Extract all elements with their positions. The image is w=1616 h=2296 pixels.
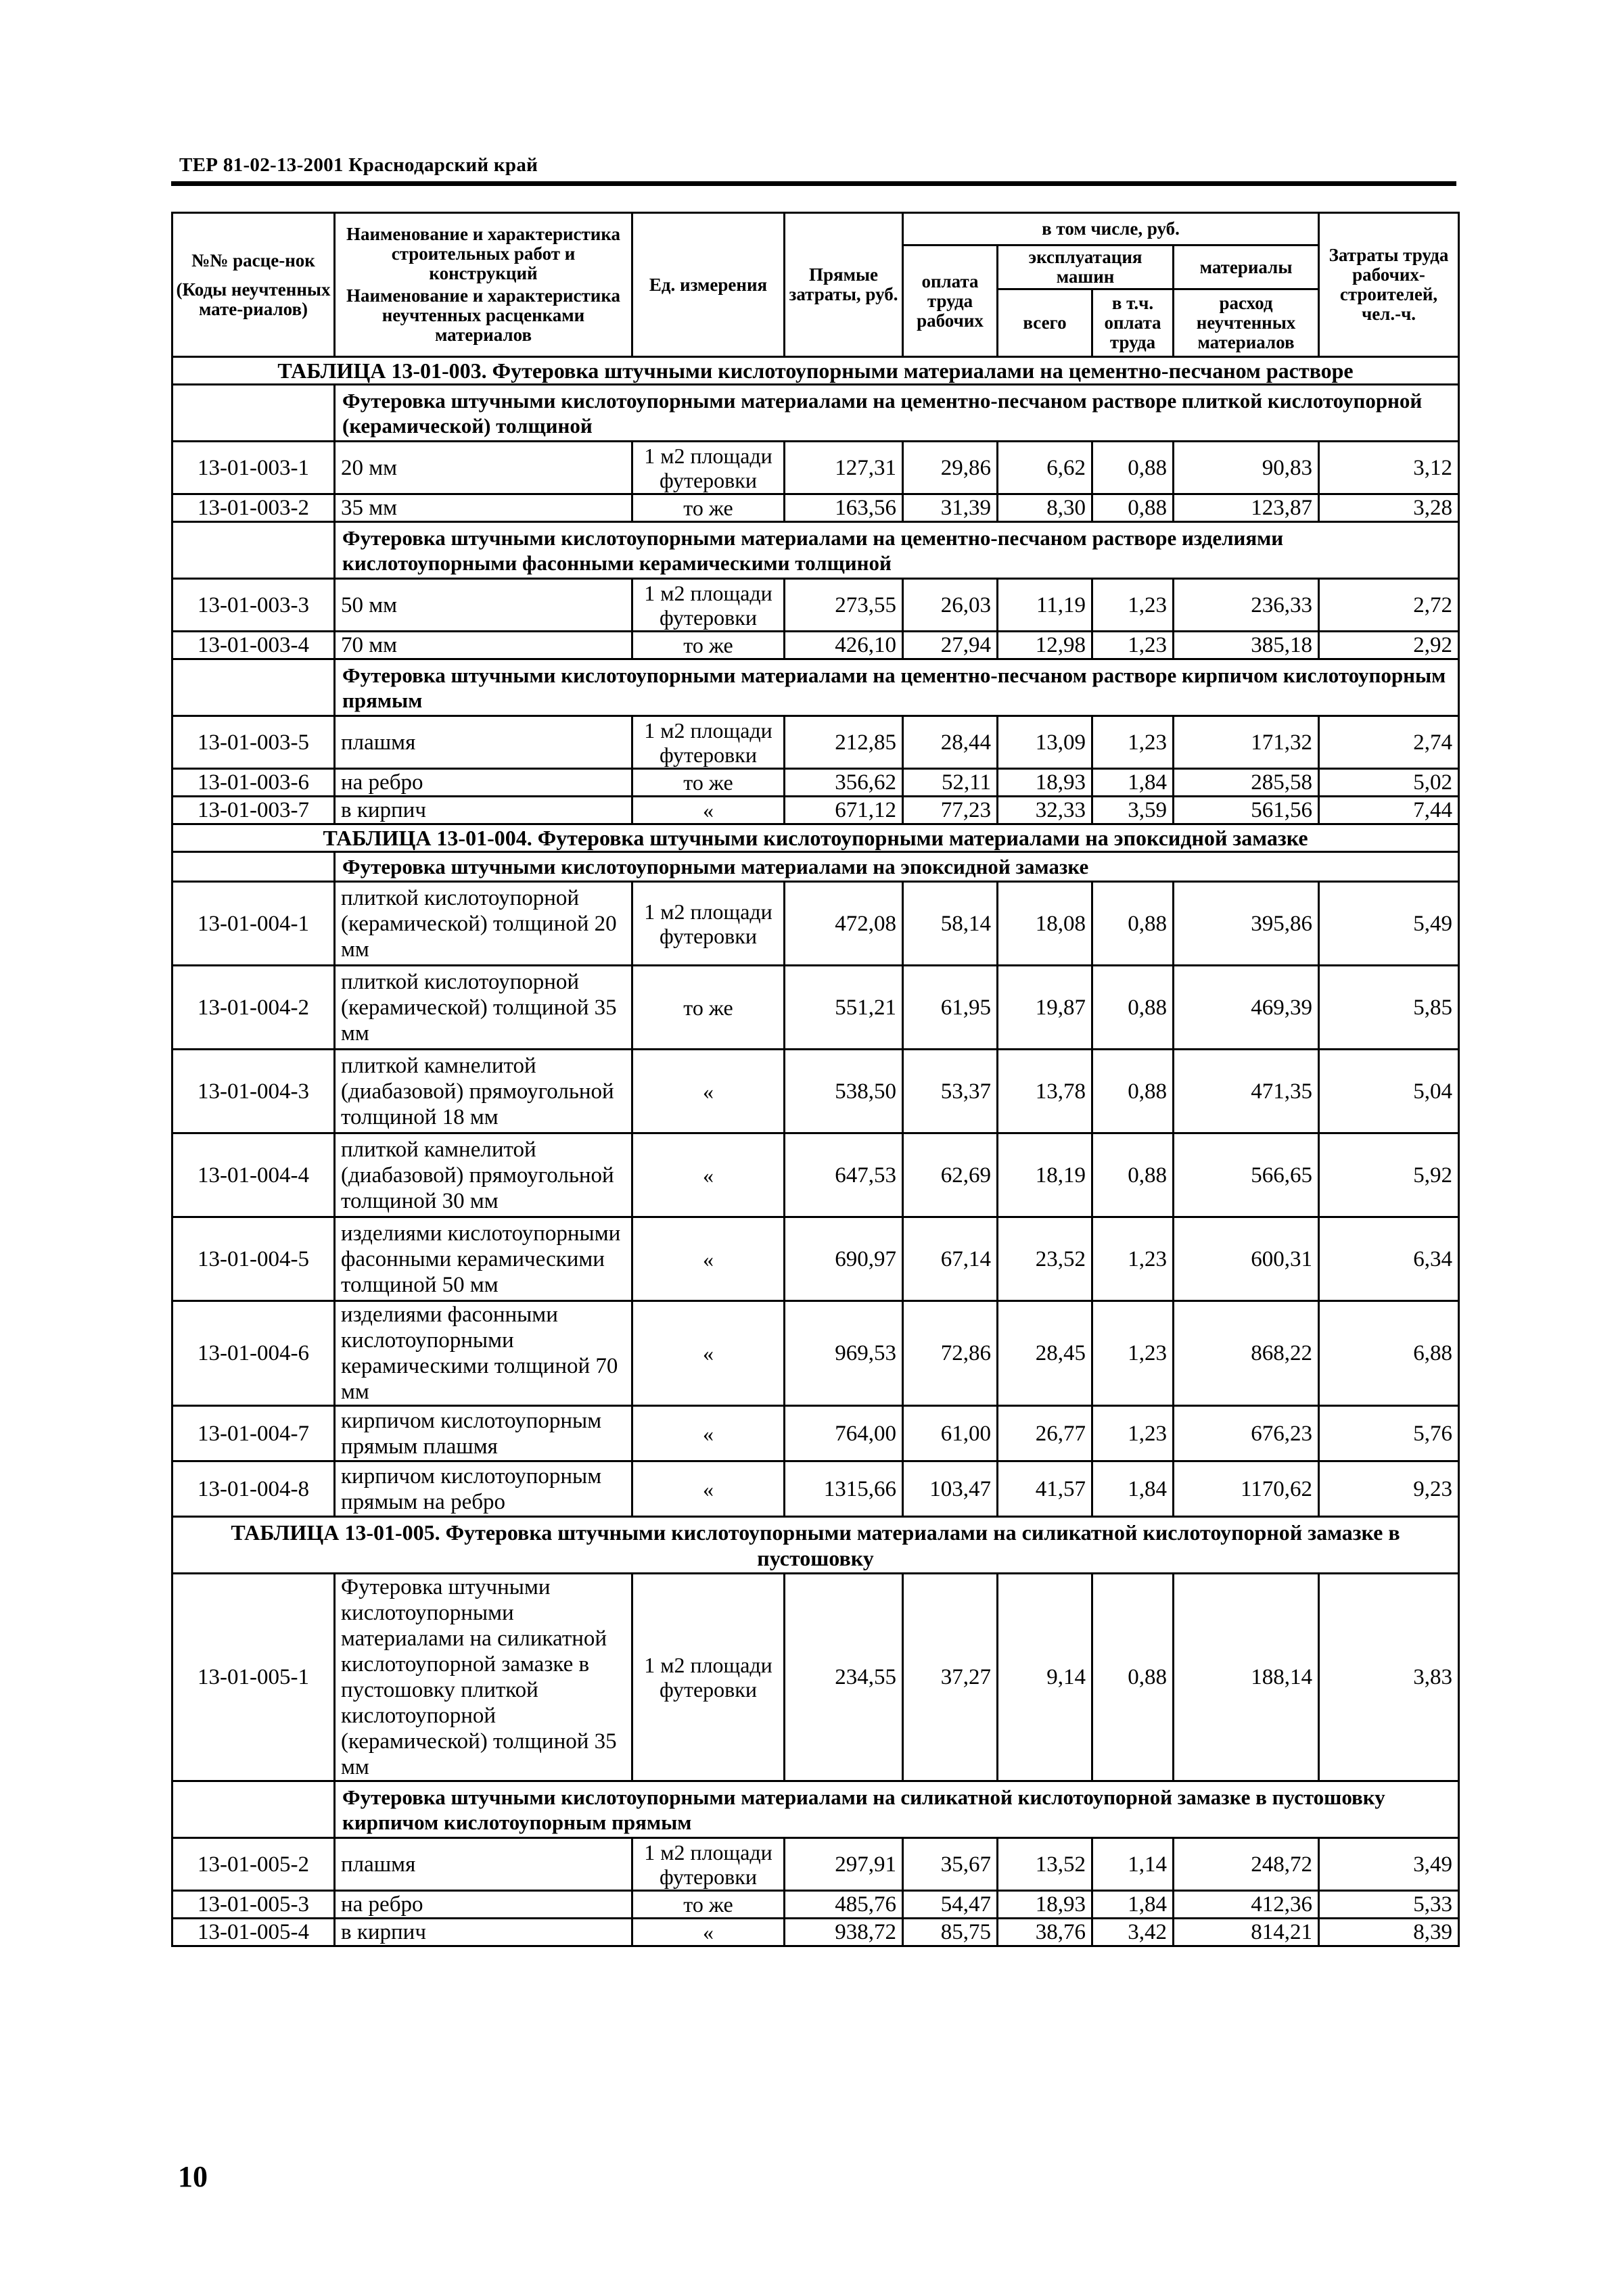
direct-cost-cell: 671,12 bbox=[785, 797, 903, 824]
table-title: ТАБЛИЦА 13-01-005. Футеровка штучными кислотоупорными материалами на силикатной кислотоупорной замазке в пустошовку bbox=[172, 1517, 1459, 1574]
rate-code-cell: 13-01-005-1 bbox=[172, 1574, 335, 1781]
materials-cell: 471,35 bbox=[1174, 1050, 1319, 1133]
rate-code-cell: 13-01-004-2 bbox=[172, 966, 335, 1050]
rate-code-cell: 13-01-003-3 bbox=[172, 579, 335, 632]
labor-hours-cell: 7,44 bbox=[1319, 797, 1459, 824]
machines-wages-cell: 3,59 bbox=[1092, 797, 1174, 824]
group-code-cell bbox=[172, 522, 335, 579]
wages-cell: 61,95 bbox=[903, 966, 998, 1050]
unit-cell: 1 м2 площади футеровки bbox=[632, 1574, 785, 1781]
wages-cell: 52,11 bbox=[903, 769, 998, 797]
machines-total-cell: 13,09 bbox=[998, 716, 1092, 769]
wages-cell: 29,86 bbox=[903, 442, 998, 494]
rate-code-cell: 13-01-003-1 bbox=[172, 442, 335, 494]
machines-wages-cell: 1,23 bbox=[1092, 716, 1174, 769]
wages-cell: 85,75 bbox=[903, 1919, 998, 1946]
labor-hours-cell: 5,76 bbox=[1319, 1406, 1459, 1461]
direct-cost-cell: 647,53 bbox=[785, 1133, 903, 1217]
rate-code-cell: 13-01-005-3 bbox=[172, 1891, 335, 1919]
labor-hours-cell: 5,33 bbox=[1319, 1891, 1459, 1919]
materials-cell: 248,72 bbox=[1174, 1838, 1319, 1891]
rate-code-cell: 13-01-003-5 bbox=[172, 716, 335, 769]
table-row bbox=[172, 494, 1459, 522]
work-name-cell: изделиями фасонными кислотоупорными керамическими толщиной 70 мм bbox=[335, 1301, 632, 1406]
materials-cell: 676,23 bbox=[1174, 1406, 1319, 1461]
group-heading: Футеровка штучными кислотоупорными материалами на цементно-песчаном растворе кирпичом кислотоупорным прямым bbox=[335, 659, 1459, 716]
table-row bbox=[172, 1301, 1459, 1406]
unit-cell: « bbox=[632, 1133, 785, 1217]
table-row bbox=[172, 1891, 1459, 1919]
materials-cell: 566,65 bbox=[1174, 1133, 1319, 1217]
table-row bbox=[172, 769, 1459, 797]
rate-code-cell: 13-01-003-2 bbox=[172, 494, 335, 522]
col-name-title: Наименование и характеристика строительных работ и конструкций bbox=[346, 224, 621, 283]
wages-cell: 77,23 bbox=[903, 797, 998, 824]
materials-cell: 814,21 bbox=[1174, 1919, 1319, 1946]
materials-cell: 412,36 bbox=[1174, 1891, 1319, 1919]
unit-cell: то же bbox=[632, 494, 785, 522]
group-heading: Футеровка штучными кислотоупорными материалами на силикатной кислотоупорной замазке в пустошовку кирпичом кислотоупорным прямым bbox=[335, 1781, 1459, 1838]
rate-code-cell: 13-01-004-1 bbox=[172, 882, 335, 966]
work-name-cell: изделиями кислотоупорными фасонными керамическими толщиной 50 мм bbox=[335, 1217, 632, 1301]
machines-total-cell: 12,98 bbox=[998, 632, 1092, 659]
materials-cell: 171,32 bbox=[1174, 716, 1319, 769]
materials-cell: 236,33 bbox=[1174, 579, 1319, 632]
labor-hours-cell: 5,49 bbox=[1319, 882, 1459, 966]
labor-hours-cell: 3,49 bbox=[1319, 1838, 1459, 1891]
rate-code-cell: 13-01-005-4 bbox=[172, 1919, 335, 1946]
work-name-cell: 35 мм bbox=[335, 494, 632, 522]
work-name-cell: плашмя bbox=[335, 1838, 632, 1891]
table-row bbox=[172, 1406, 1459, 1461]
machines-wages-cell: 1,23 bbox=[1092, 1406, 1174, 1461]
group-heading: Футеровка штучными кислотоупорными материалами на эпоксидной замазке bbox=[335, 852, 1459, 882]
col-code-header bbox=[172, 213, 335, 357]
direct-cost-cell: 163,56 bbox=[785, 494, 903, 522]
wages-cell: 53,37 bbox=[903, 1050, 998, 1133]
wages-cell: 28,44 bbox=[903, 716, 998, 769]
direct-cost-cell: 127,31 bbox=[785, 442, 903, 494]
unit-cell: то же bbox=[632, 966, 785, 1050]
rate-code-cell: 13-01-004-5 bbox=[172, 1217, 335, 1301]
unit-cell: « bbox=[632, 1050, 785, 1133]
materials-cell: 1170,62 bbox=[1174, 1461, 1319, 1517]
rate-code-cell: 13-01-003-4 bbox=[172, 632, 335, 659]
work-name-cell: Футеровка штучными кислотоупорными материалами на силикатной кислотоупорной замазке в пустошовку плиткой кислотоупорной (керамической) толщиной 35 мм bbox=[335, 1574, 632, 1781]
table-row bbox=[172, 882, 1459, 966]
machines-total-cell: 18,93 bbox=[998, 1891, 1092, 1919]
work-name-cell: 50 мм bbox=[335, 579, 632, 632]
labor-hours-cell: 8,39 bbox=[1319, 1919, 1459, 1946]
machines-wages-cell: 0,88 bbox=[1092, 1050, 1174, 1133]
labor-hours-cell: 2,74 bbox=[1319, 716, 1459, 769]
rate-code-cell: 13-01-004-8 bbox=[172, 1461, 335, 1517]
machines-wages-cell: 0,88 bbox=[1092, 882, 1174, 966]
unit-cell: то же bbox=[632, 632, 785, 659]
direct-cost-cell: 938,72 bbox=[785, 1919, 903, 1946]
machines-wages-cell: 0,88 bbox=[1092, 442, 1174, 494]
unit-cell: « bbox=[632, 797, 785, 824]
machines-wages-cell: 0,88 bbox=[1092, 1133, 1174, 1217]
unit-cell: 1 м2 площади футеровки bbox=[632, 882, 785, 966]
labor-hours-cell: 3,12 bbox=[1319, 442, 1459, 494]
col-direct-header: Прямые затраты, руб. bbox=[785, 213, 903, 357]
labor-hours-cell: 5,85 bbox=[1319, 966, 1459, 1050]
direct-cost-cell: 273,55 bbox=[785, 579, 903, 632]
col-mach-total-header: всего bbox=[998, 289, 1092, 357]
machines-wages-cell: 1,23 bbox=[1092, 579, 1174, 632]
machines-total-cell: 18,08 bbox=[998, 882, 1092, 966]
work-name-cell: 70 мм bbox=[335, 632, 632, 659]
wages-cell: 58,14 bbox=[903, 882, 998, 966]
work-name-cell: кирпичом кислотоупорным прямым на ребро bbox=[335, 1461, 632, 1517]
machines-total-cell: 13,78 bbox=[998, 1050, 1092, 1133]
table-row bbox=[172, 442, 1459, 494]
labor-hours-cell: 6,34 bbox=[1319, 1217, 1459, 1301]
labor-hours-cell: 3,28 bbox=[1319, 494, 1459, 522]
labor-hours-cell: 6,88 bbox=[1319, 1301, 1459, 1406]
running-header: ТЕР 81-02-13-2001 Краснодарский край bbox=[179, 154, 538, 176]
machines-wages-cell: 1,14 bbox=[1092, 1838, 1174, 1891]
wages-cell: 72,86 bbox=[903, 1301, 998, 1406]
materials-cell: 868,22 bbox=[1174, 1301, 1319, 1406]
labor-hours-cell: 5,02 bbox=[1319, 769, 1459, 797]
work-name-cell: на ребро bbox=[335, 1891, 632, 1919]
rate-code-cell: 13-01-004-4 bbox=[172, 1133, 335, 1217]
machines-wages-cell: 1,23 bbox=[1092, 632, 1174, 659]
direct-cost-cell: 1315,66 bbox=[785, 1461, 903, 1517]
work-name-cell: плашмя bbox=[335, 716, 632, 769]
machines-wages-cell: 0,88 bbox=[1092, 966, 1174, 1050]
direct-cost-cell: 297,91 bbox=[785, 1838, 903, 1891]
direct-cost-cell: 764,00 bbox=[785, 1406, 903, 1461]
wages-cell: 62,69 bbox=[903, 1133, 998, 1217]
rate-code-cell: 13-01-004-3 bbox=[172, 1050, 335, 1133]
labor-hours-cell: 2,92 bbox=[1319, 632, 1459, 659]
header-rule bbox=[171, 181, 1456, 186]
direct-cost-cell: 234,55 bbox=[785, 1574, 903, 1781]
wages-cell: 61,00 bbox=[903, 1406, 998, 1461]
col-incl-header: в том числе, руб. bbox=[903, 213, 1319, 245]
materials-cell: 600,31 bbox=[1174, 1217, 1319, 1301]
machines-total-cell: 18,93 bbox=[998, 769, 1092, 797]
materials-cell: 285,58 bbox=[1174, 769, 1319, 797]
work-name-cell: плиткой кислотоупорной (керамической) толщиной 35 мм bbox=[335, 966, 632, 1050]
col-mat-sub-header: расход неучтенных материалов bbox=[1174, 289, 1319, 357]
machines-total-cell: 41,57 bbox=[998, 1461, 1092, 1517]
table-row bbox=[172, 579, 1459, 632]
machines-wages-cell: 1,23 bbox=[1092, 1217, 1174, 1301]
rate-code-cell: 13-01-004-7 bbox=[172, 1406, 335, 1461]
work-name-cell: плиткой камнелитой (диабазовой) прямоугольной толщиной 18 мм bbox=[335, 1050, 632, 1133]
work-name-cell: плиткой камнелитой (диабазовой) прямоугольной толщиной 30 мм bbox=[335, 1133, 632, 1217]
col-wages-header: оплата труда рабочих bbox=[903, 245, 998, 357]
col-unit-header: Ед. измерения bbox=[632, 213, 785, 357]
work-name-cell: в кирпич bbox=[335, 1919, 632, 1946]
wages-cell: 27,94 bbox=[903, 632, 998, 659]
table-row bbox=[172, 1461, 1459, 1517]
table-row bbox=[172, 716, 1459, 769]
machines-wages-cell: 0,88 bbox=[1092, 494, 1174, 522]
unit-cell: 1 м2 площади футеровки bbox=[632, 442, 785, 494]
direct-cost-cell: 426,10 bbox=[785, 632, 903, 659]
materials-cell: 188,14 bbox=[1174, 1574, 1319, 1781]
unit-cell: 1 м2 площади футеровки bbox=[632, 716, 785, 769]
unit-cell: то же bbox=[632, 769, 785, 797]
machines-total-cell: 32,33 bbox=[998, 797, 1092, 824]
col-materials-header: материалы bbox=[1174, 245, 1319, 289]
machines-total-cell: 9,14 bbox=[998, 1574, 1092, 1781]
machines-wages-cell: 3,42 bbox=[1092, 1919, 1174, 1946]
table-row bbox=[172, 1133, 1459, 1217]
page-number: 10 bbox=[178, 2160, 208, 2193]
direct-cost-cell: 551,21 bbox=[785, 966, 903, 1050]
col-mach-wages-header: в т.ч. оплата труда bbox=[1092, 289, 1174, 357]
materials-cell: 123,87 bbox=[1174, 494, 1319, 522]
labor-hours-cell: 3,83 bbox=[1319, 1574, 1459, 1781]
group-heading: Футеровка штучными кислотоупорными материалами на цементно-песчаном растворе изделиями кислотоупорными фасонными керамическими толщиной bbox=[335, 522, 1459, 579]
machines-total-cell: 18,19 bbox=[998, 1133, 1092, 1217]
table-row bbox=[172, 632, 1459, 659]
materials-cell: 561,56 bbox=[1174, 797, 1319, 824]
unit-cell: 1 м2 площади футеровки bbox=[632, 1838, 785, 1891]
machines-total-cell: 28,45 bbox=[998, 1301, 1092, 1406]
direct-cost-cell: 472,08 bbox=[785, 882, 903, 966]
table-title: ТАБЛИЦА 13-01-003. Футеровка штучными кислотоупорными материалами на цементно-песчаном растворе bbox=[172, 357, 1459, 385]
group-heading: Футеровка штучными кислотоупорными материалами на цементно-песчаном растворе плиткой кислотоупорной (керамической) толщиной bbox=[335, 385, 1459, 442]
table-row bbox=[172, 1574, 1459, 1781]
rate-code-cell: 13-01-003-6 bbox=[172, 769, 335, 797]
machines-wages-cell: 0,88 bbox=[1092, 1574, 1174, 1781]
direct-cost-cell: 969,53 bbox=[785, 1301, 903, 1406]
rate-code-cell: 13-01-003-7 bbox=[172, 797, 335, 824]
direct-cost-cell: 690,97 bbox=[785, 1217, 903, 1301]
materials-cell: 385,18 bbox=[1174, 632, 1319, 659]
work-name-cell: плиткой кислотоупорной (керамической) толщиной 20 мм bbox=[335, 882, 632, 966]
work-name-cell: в кирпич bbox=[335, 797, 632, 824]
work-name-cell: 20 мм bbox=[335, 442, 632, 494]
unit-cell: « bbox=[632, 1301, 785, 1406]
col-machines-header: эксплуатация машин bbox=[998, 245, 1174, 289]
table-row bbox=[172, 1217, 1459, 1301]
group-code-cell bbox=[172, 852, 335, 882]
group-code-cell bbox=[172, 1781, 335, 1838]
labor-hours-cell: 5,04 bbox=[1319, 1050, 1459, 1133]
wages-cell: 54,47 bbox=[903, 1891, 998, 1919]
wages-cell: 31,39 bbox=[903, 494, 998, 522]
machines-total-cell: 19,87 bbox=[998, 966, 1092, 1050]
materials-cell: 395,86 bbox=[1174, 882, 1319, 966]
table-row bbox=[172, 1838, 1459, 1891]
machines-wages-cell: 1,84 bbox=[1092, 769, 1174, 797]
work-name-cell: на ребро bbox=[335, 769, 632, 797]
machines-total-cell: 13,52 bbox=[998, 1838, 1092, 1891]
labor-hours-cell: 2,72 bbox=[1319, 579, 1459, 632]
wages-cell: 67,14 bbox=[903, 1217, 998, 1301]
machines-total-cell: 6,62 bbox=[998, 442, 1092, 494]
direct-cost-cell: 212,85 bbox=[785, 716, 903, 769]
machines-wages-cell: 1,23 bbox=[1092, 1301, 1174, 1406]
group-code-cell bbox=[172, 385, 335, 442]
unit-cell: « bbox=[632, 1406, 785, 1461]
unit-cell: то же bbox=[632, 1891, 785, 1919]
col-name-subtitle: Наименование и характеристика неучтенных расценками материалов bbox=[346, 285, 621, 345]
table-row bbox=[172, 1919, 1459, 1946]
unit-cell: « bbox=[632, 1461, 785, 1517]
labor-hours-cell: 5,92 bbox=[1319, 1133, 1459, 1217]
rate-code-cell: 13-01-004-6 bbox=[172, 1301, 335, 1406]
unit-cell: 1 м2 площади футеровки bbox=[632, 579, 785, 632]
unit-cell: « bbox=[632, 1217, 785, 1301]
table-title: ТАБЛИЦА 13-01-004. Футеровка штучными кислотоупорными материалами на эпоксидной замазке bbox=[172, 824, 1459, 852]
machines-total-cell: 38,76 bbox=[998, 1919, 1092, 1946]
direct-cost-cell: 538,50 bbox=[785, 1050, 903, 1133]
table-row bbox=[172, 797, 1459, 824]
wages-cell: 37,27 bbox=[903, 1574, 998, 1781]
machines-total-cell: 23,52 bbox=[998, 1217, 1092, 1301]
machines-total-cell: 8,30 bbox=[998, 494, 1092, 522]
machines-total-cell: 26,77 bbox=[998, 1406, 1092, 1461]
rates-table bbox=[171, 212, 1460, 1947]
group-code-cell bbox=[172, 659, 335, 716]
rate-code-cell: 13-01-005-2 bbox=[172, 1838, 335, 1891]
wages-cell: 26,03 bbox=[903, 579, 998, 632]
machines-wages-cell: 1,84 bbox=[1092, 1461, 1174, 1517]
unit-cell: « bbox=[632, 1919, 785, 1946]
materials-cell: 469,39 bbox=[1174, 966, 1319, 1050]
labor-hours-cell: 9,23 bbox=[1319, 1461, 1459, 1517]
col-labor-header: Затраты труда рабочих-строителей, чел.-ч. bbox=[1319, 213, 1459, 357]
col-name-header bbox=[335, 213, 632, 357]
table-row bbox=[172, 1050, 1459, 1133]
col-code-title: №№ расце-нок bbox=[191, 250, 315, 271]
direct-cost-cell: 485,76 bbox=[785, 1891, 903, 1919]
col-code-subtitle: (Коды неучтенных мате-риалов) bbox=[176, 279, 331, 319]
table-row bbox=[172, 966, 1459, 1050]
materials-cell: 90,83 bbox=[1174, 442, 1319, 494]
work-name-cell: кирпичом кислотоупорным прямым плашмя bbox=[335, 1406, 632, 1461]
machines-total-cell: 11,19 bbox=[998, 579, 1092, 632]
direct-cost-cell: 356,62 bbox=[785, 769, 903, 797]
wages-cell: 35,67 bbox=[903, 1838, 998, 1891]
machines-wages-cell: 1,84 bbox=[1092, 1891, 1174, 1919]
wages-cell: 103,47 bbox=[903, 1461, 998, 1517]
